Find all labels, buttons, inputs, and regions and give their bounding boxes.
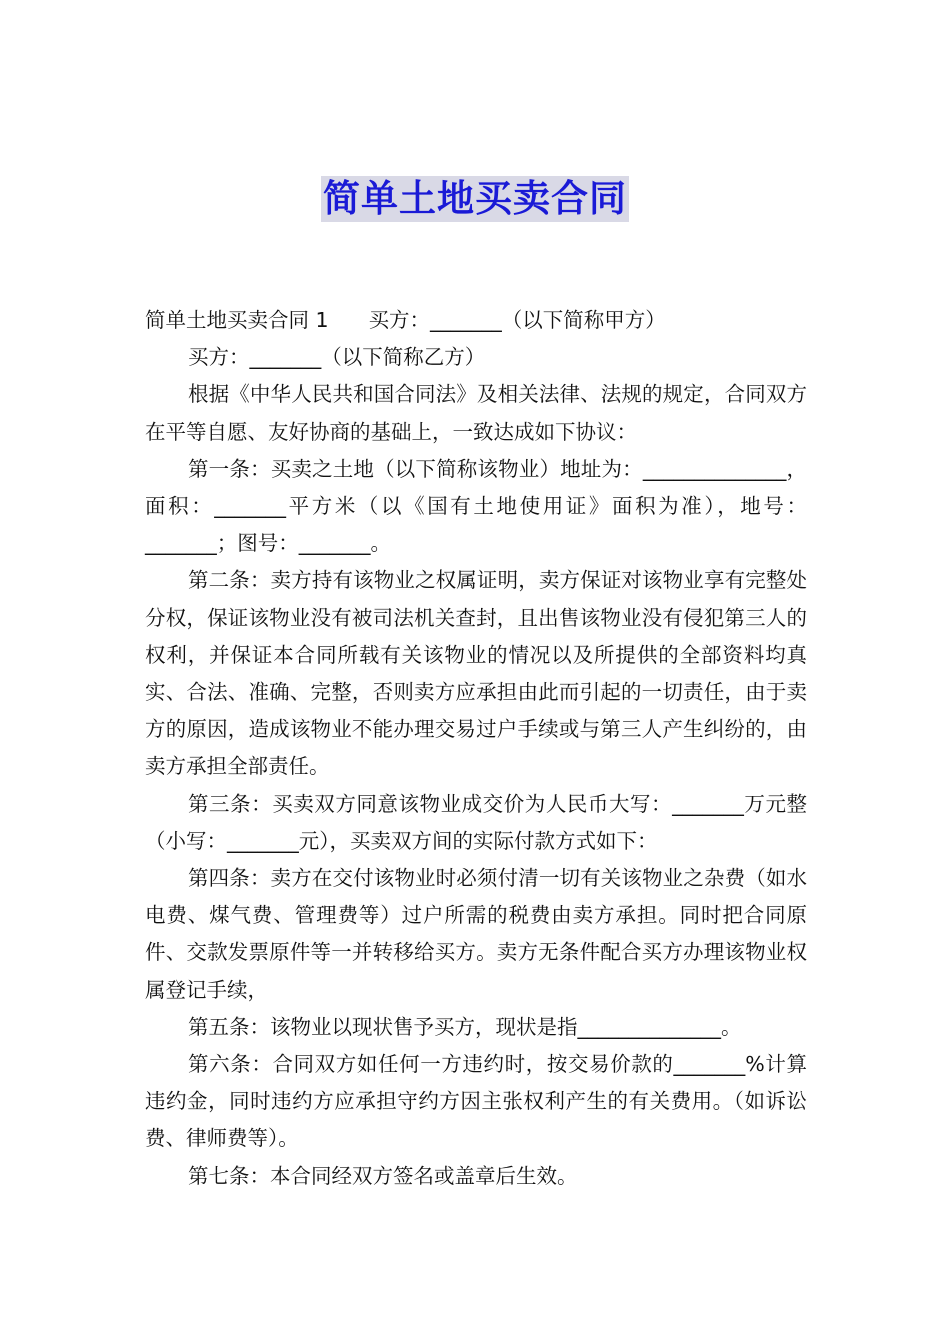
party-a-line: 买方：_______（以下简称甲方） bbox=[368, 308, 666, 332]
article-4: 第四条：卖方在交付该物业时必须付清一切有关该物业之杂费（如水电费、煤气费、管理费等）过户所需的税费由卖方承担。同时把合同原件、交款发票原件等一并转移给买方。卖方无条件配合买方办理该物业权属登记手续， bbox=[145, 866, 807, 1002]
article-1: 第一条：买卖之土地（以下简称该物业）地址为：______________，面积：_______平方米（以《国有土地使用证》面积为准），地号：_______；图号：_______。 bbox=[145, 456, 807, 556]
article-5: 第五条：该物业以现状售予买方，现状是指______________。 bbox=[188, 1014, 742, 1039]
article-3: 第三条：买卖双方同意该物业成交价为人民币大写：_______万元整（小写：_______元），买卖双方间的实际付款方式如下： bbox=[145, 791, 807, 853]
document-body bbox=[145, 302, 807, 1195]
contract-heading: 简单土地买卖合同 1 bbox=[145, 308, 329, 332]
paragraph-header bbox=[145, 302, 807, 339]
article-7: 第七条：本合同经双方签名或盖章后生效。 bbox=[188, 1163, 578, 1188]
title-container bbox=[0, 176, 950, 222]
article-6: 第六条：合同双方如任何一方违约时，按交易价款的_______%计算违约金，同时违约方应承担守约方因主张权利产生的有关费用。（如诉讼费、律师费等）。 bbox=[145, 1052, 807, 1151]
document-title: 简单土地买卖合同 bbox=[323, 177, 627, 220]
article-2: 第二条：卖方持有该物业之权属证明，卖方保证对该物业享有完整处分权，保证该物业没有被司法机关查封，且出售该物业没有侵犯第三人的权利，并保证本合同所载有关该物业的情况以及所提供的全部资料均真实、合法、准确、完整，否则卖方应承担由此而引起的一切责任，由于卖方的原因，造成该物业不能办理交易过户手续或与第三人产生纠纷的，由卖方承担全部责任。 bbox=[145, 568, 807, 779]
preamble-paragraph: 根据《中华人民共和国合同法》及相关法律、法规的规定，合同双方在平等自愿、友好协商的基础上，一致达成如下协议： bbox=[145, 382, 807, 444]
party-b-line: 买方：_______（以下简称乙方） bbox=[188, 345, 486, 370]
